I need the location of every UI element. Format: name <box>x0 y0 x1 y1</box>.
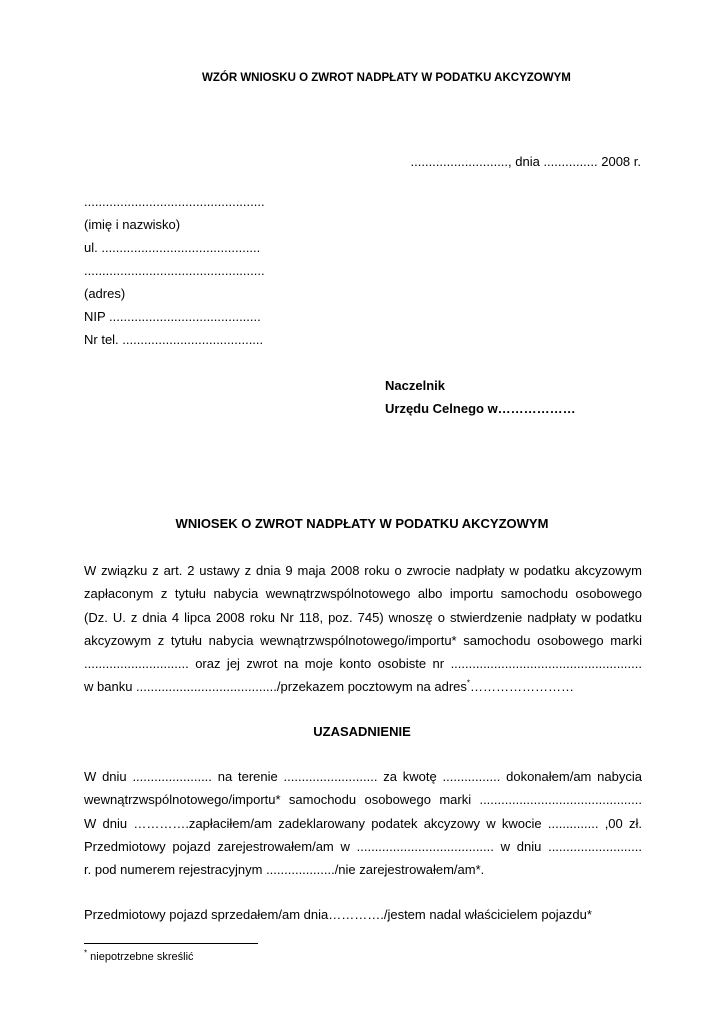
application-title: WNIOSEK O ZWROT NADPŁATY W PODATKU AKCYZOWYM <box>175 516 549 531</box>
paragraph-line: Przedmiotowy pojazd zarejestrowałem/am w ...................................... w dniu .......................... <box>84 838 642 854</box>
footnote-separator <box>84 943 258 944</box>
paragraph-line: zapłaconym z tytułu nabycia wewnątrzwspólnotowego albo importu samochodu osobowego <box>84 586 642 602</box>
justification-title: UZASADNIENIE <box>313 724 411 739</box>
paragraph-line: W związku z art. 2 ustawy z dnia 9 maja 2008 roku o zwrocie nadpłaty w podatku akcyzowym <box>84 563 642 578</box>
recipient-title: Naczelnik <box>385 378 445 393</box>
sale-statement: Przedmiotowy pojazd sprzedałem/am dnia…………./jestem nadal właścicielem pojazdu* <box>84 907 592 922</box>
paragraph-line: W dniu ...................... na terenie .......................... za kwotę ................ dokonałem/am nabycia <box>84 769 642 784</box>
date-line: ..........................., dnia ............... 2008 r. <box>410 154 641 169</box>
footnote-marker: * <box>84 948 88 958</box>
sender-nip: NIP .......................................... <box>84 309 261 324</box>
footnote-text: niepotrzebne skreślić <box>87 951 194 963</box>
paragraph-line: akcyzowym z tytułu nabycia wewnątrzwspólnotowego/importu* samochodu osobowego marki <box>84 632 642 648</box>
paragraph-line: W dniu ………….zapłaciłem/am zadeklarowany podatek akcyzowy w kwocie .............. ,00 zł. <box>84 815 642 831</box>
paragraph-line: ............................. oraz jej zwrot na moje konto osobiste nr ..................................................... <box>84 656 642 672</box>
sender-address-line: .................................................. <box>84 263 265 278</box>
paragraph-last-line: r. pod numerem rejestracyjnym .................../nie zarejestrowałem/am*. <box>84 862 485 878</box>
paragraph-last-text: w banku ......................................./przekazem pocztowym na adres <box>84 679 467 695</box>
document-header-title: WZÓR WNIOSKU O ZWROT NADPŁATY W PODATKU AKCYZOWYM <box>202 72 571 84</box>
paragraph-last-line <box>84 675 642 698</box>
recipient-office: Urzędu Celnego w……………… <box>385 401 576 416</box>
justification-paragraph <box>84 765 642 881</box>
paragraph-last-tail: …………………… <box>470 679 575 695</box>
sender-phone: Nr tel. ....................................... <box>84 332 264 347</box>
sender-name-label: (imię i nazwisko) <box>84 217 181 232</box>
paragraph-line: wewnątrzwspólnotowego/importu* samochodu osobowego marki ............................................. <box>84 792 642 808</box>
footnote-reference: * <box>466 679 471 689</box>
sender-street: ul. ............................................ <box>84 240 261 255</box>
sender-address-label: (adres) <box>84 286 126 301</box>
footnote <box>84 949 194 965</box>
paragraph-line: (Dz. U. z dnia 4 lipca 2008 roku Nr 118, poz. 745) wnoszę o stwierdzenie nadpłaty w podatku <box>84 609 642 625</box>
sender-blank-line: .................................................. <box>84 194 265 209</box>
application-paragraph <box>84 559 642 699</box>
